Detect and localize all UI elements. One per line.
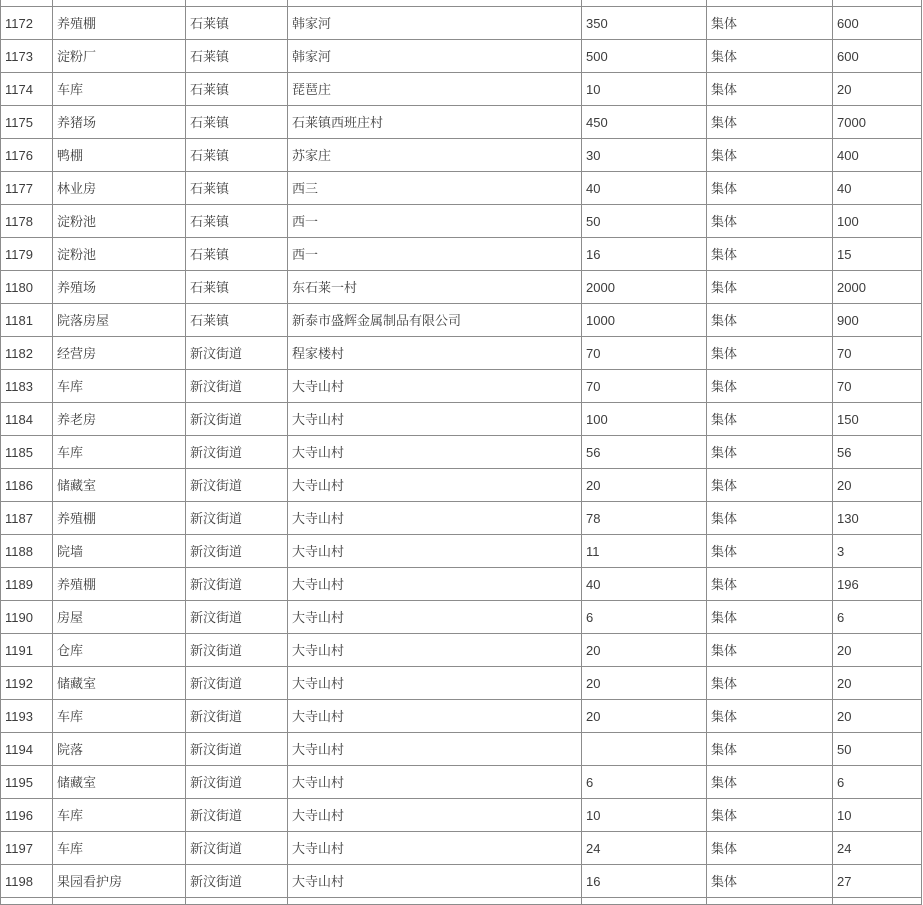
cell-second_value: 6 [833,601,922,634]
cell-area_value: 20 [582,700,707,733]
cell-village_or_unit: 大寺山村 [288,568,582,601]
table-row [1,601,922,634]
cell-area_value: 78 [582,502,707,535]
cell-row_number: 1178 [1,205,53,238]
cell-second_value: 100 [833,205,922,238]
cell-area_value: 50 [582,205,707,238]
cell-second_value: 20 [833,700,922,733]
cell-second_value: 7000 [833,106,922,139]
cell-second_value: 40 [833,172,922,205]
cell-row_number: 1191 [1,634,53,667]
cell-structure_type: 车库 [53,370,186,403]
cell-township: 新汶街道 [186,436,288,469]
cell-second_value: 150 [833,403,922,436]
cell-second_value: 56 [833,436,922,469]
cell-row_number: 1195 [1,766,53,799]
cell-second_value: 3 [833,535,922,568]
table-row [1,733,922,766]
cell-area_value: 70 [582,370,707,403]
cell-township: 新汶街道 [186,733,288,766]
cell-area_value: 10 [582,799,707,832]
cell-structure_type: 房屋 [53,601,186,634]
table-row [1,469,922,502]
cell-township: 新汶街道 [186,337,288,370]
cell-village_or_unit: 韩家河 [288,7,582,40]
cell-village_or_unit: 大寺山村 [288,436,582,469]
cell-village_or_unit: 大寺山村 [288,832,582,865]
table-row [1,403,922,436]
cell-second_value: 20 [833,634,922,667]
cell-village_or_unit: 大寺山村 [288,865,582,898]
cell-village_or_unit: 石莱镇西班庄村 [288,106,582,139]
cell-structure_type: 车库 [53,700,186,733]
cell-village_or_unit: 大寺山村 [288,535,582,568]
cell-row_number: 1192 [1,667,53,700]
cell-ownership: 集体 [707,469,833,502]
cell-row_number: 1182 [1,337,53,370]
table-row [1,865,922,898]
cell-structure_type: 储藏室 [53,469,186,502]
cell-area_value: 350 [582,7,707,40]
cell-row_number: 1190 [1,601,53,634]
table-row [1,304,922,337]
cell-row_number: 1183 [1,370,53,403]
cell-ownership: 集体 [707,172,833,205]
cell-second_value: 600 [833,40,922,73]
cell-area_value: 24 [582,832,707,865]
cell-row_number: 1194 [1,733,53,766]
cell-ownership: 集体 [707,601,833,634]
cell-ownership: 集体 [707,73,833,106]
cell-ownership: 集体 [707,799,833,832]
cell-area_value: 20 [582,667,707,700]
cell-structure_type: 果园看护房 [53,865,186,898]
cell-area_value [582,733,707,766]
cell-township: 新汶街道 [186,634,288,667]
cell-row_number: 1187 [1,502,53,535]
cell-structure_type: 林业房 [53,172,186,205]
cell-row_number: 1179 [1,238,53,271]
table-row [1,832,922,865]
cell-structure_type: 养殖场 [53,271,186,304]
cell-township: 新汶街道 [186,535,288,568]
table-row [1,40,922,73]
cell-second_value: 20 [833,469,922,502]
cell-structure_type: 淀粉厂 [53,40,186,73]
cell-ownership: 集体 [707,436,833,469]
cell-ownership: 集体 [707,337,833,370]
cell-ownership: 集体 [707,568,833,601]
cell-township: 石莱镇 [186,271,288,304]
cell-structure_type: 院落 [53,733,186,766]
cell-township: 新汶街道 [186,601,288,634]
table-row [1,370,922,403]
cell-township: 新汶街道 [186,799,288,832]
cell-row_number: 1177 [1,172,53,205]
cell-structure_type: 院落房屋 [53,304,186,337]
cell-township: 石莱镇 [186,40,288,73]
cell-area_value: 40 [582,172,707,205]
cell-row_number: 1174 [1,73,53,106]
cell-village_or_unit: 琵琶庄 [288,73,582,106]
cell-village_or_unit: 大寺山村 [288,733,582,766]
cell-structure_type: 院墙 [53,535,186,568]
cell-area_value: 450 [582,106,707,139]
cell-village_or_unit: 大寺山村 [288,403,582,436]
cell-area_value: 100 [582,403,707,436]
cell-structure_type: 车库 [53,799,186,832]
cell-ownership: 集体 [707,502,833,535]
cell-township: 新汶街道 [186,865,288,898]
cell-village_or_unit: 大寺山村 [288,469,582,502]
cell-ownership: 集体 [707,865,833,898]
cell-village_or_unit: 大寺山村 [288,766,582,799]
cell-area_value: 16 [582,238,707,271]
cell-structure_type: 仓库 [53,634,186,667]
cell-second_value: 15 [833,238,922,271]
cell-area_value: 56 [582,436,707,469]
cell-township: 石莱镇 [186,106,288,139]
table-row [1,271,922,304]
table-row [1,799,922,832]
table-row [1,535,922,568]
cell-second_value: 20 [833,73,922,106]
table-body [1,0,922,905]
cell-township: 石莱镇 [186,172,288,205]
cell-township: 石莱镇 [186,139,288,172]
cell-structure_type: 鸭棚 [53,139,186,172]
cell-row_number: 1188 [1,535,53,568]
table-row [1,73,922,106]
cell-structure_type: 淀粉池 [53,205,186,238]
cell-area_value: 40 [582,568,707,601]
cell-township: 新汶街道 [186,832,288,865]
cell-village_or_unit: 西一 [288,238,582,271]
table-row [1,766,922,799]
empty-cell [186,898,288,905]
cell-second_value: 400 [833,139,922,172]
cell-ownership: 集体 [707,667,833,700]
cell-area_value: 20 [582,469,707,502]
cell-ownership: 集体 [707,370,833,403]
cell-structure_type: 车库 [53,436,186,469]
cell-second_value: 600 [833,7,922,40]
cell-row_number: 1181 [1,304,53,337]
cell-area_value: 6 [582,766,707,799]
empty-cell [582,898,707,905]
cell-village_or_unit: 大寺山村 [288,700,582,733]
cell-township: 石莱镇 [186,73,288,106]
cell-village_or_unit: 新泰市盛辉金属制品有限公司 [288,304,582,337]
cell-ownership: 集体 [707,238,833,271]
cell-village_or_unit: 韩家河 [288,40,582,73]
cell-township: 新汶街道 [186,766,288,799]
cell-ownership: 集体 [707,535,833,568]
cell-ownership: 集体 [707,700,833,733]
empty-cell [53,898,186,905]
cell-structure_type: 经营房 [53,337,186,370]
cell-ownership: 集体 [707,40,833,73]
empty-cell [288,898,582,905]
cell-row_number: 1186 [1,469,53,502]
cell-structure_type: 养老房 [53,403,186,436]
cell-second_value: 10 [833,799,922,832]
cell-structure_type: 车库 [53,832,186,865]
cell-township: 新汶街道 [186,403,288,436]
table-row [1,568,922,601]
cell-township: 新汶街道 [186,568,288,601]
cell-ownership: 集体 [707,106,833,139]
cell-area_value: 10 [582,73,707,106]
cell-village_or_unit: 大寺山村 [288,634,582,667]
cell-row_number: 1198 [1,865,53,898]
cell-area_value: 70 [582,337,707,370]
cell-row_number: 1184 [1,403,53,436]
cell-structure_type: 养殖棚 [53,502,186,535]
table-row [1,337,922,370]
cell-second_value: 70 [833,337,922,370]
table-row [1,106,922,139]
cell-township: 石莱镇 [186,205,288,238]
cell-second_value: 24 [833,832,922,865]
empty-cell [1,898,53,905]
table-row [1,667,922,700]
table-row [1,139,922,172]
empty-cell [707,898,833,905]
cell-ownership: 集体 [707,7,833,40]
cell-ownership: 集体 [707,403,833,436]
cell-area_value: 20 [582,634,707,667]
cell-row_number: 1180 [1,271,53,304]
cell-structure_type: 养殖棚 [53,7,186,40]
cell-ownership: 集体 [707,205,833,238]
cell-village_or_unit: 程家楼村 [288,337,582,370]
cell-village_or_unit: 大寺山村 [288,370,582,403]
cell-structure_type: 储藏室 [53,766,186,799]
cell-second_value: 70 [833,370,922,403]
cell-village_or_unit: 苏家庄 [288,139,582,172]
cell-area_value: 1000 [582,304,707,337]
cell-second_value: 900 [833,304,922,337]
cell-second_value: 196 [833,568,922,601]
table-row [1,205,922,238]
empty-cell [833,898,922,905]
cell-village_or_unit: 西三 [288,172,582,205]
cell-row_number: 1176 [1,139,53,172]
cell-ownership: 集体 [707,733,833,766]
cell-second_value: 50 [833,733,922,766]
cell-row_number: 1175 [1,106,53,139]
cell-row_number: 1189 [1,568,53,601]
table-row [1,238,922,271]
cell-area_value: 500 [582,40,707,73]
cell-structure_type: 淀粉池 [53,238,186,271]
cell-ownership: 集体 [707,271,833,304]
cell-township: 石莱镇 [186,7,288,40]
partial-row-bottom [1,898,922,905]
cell-area_value: 2000 [582,271,707,304]
table-row [1,700,922,733]
cell-ownership: 集体 [707,766,833,799]
cell-village_or_unit: 西一 [288,205,582,238]
cell-township: 新汶街道 [186,667,288,700]
cell-row_number: 1173 [1,40,53,73]
cell-area_value: 11 [582,535,707,568]
table-row [1,7,922,40]
cell-structure_type: 车库 [53,73,186,106]
table-row [1,502,922,535]
cell-township: 石莱镇 [186,238,288,271]
cell-township: 新汶街道 [186,370,288,403]
cell-township: 新汶街道 [186,502,288,535]
cell-second_value: 6 [833,766,922,799]
cell-row_number: 1196 [1,799,53,832]
cell-ownership: 集体 [707,832,833,865]
cell-village_or_unit: 大寺山村 [288,601,582,634]
cell-village_or_unit: 大寺山村 [288,799,582,832]
cell-area_value: 16 [582,865,707,898]
cell-row_number: 1193 [1,700,53,733]
cell-structure_type: 养猪场 [53,106,186,139]
cell-township: 石莱镇 [186,304,288,337]
cell-ownership: 集体 [707,304,833,337]
cell-structure_type: 储藏室 [53,667,186,700]
cell-ownership: 集体 [707,634,833,667]
cell-village_or_unit: 大寺山村 [288,667,582,700]
cell-area_value: 30 [582,139,707,172]
table-row [1,436,922,469]
cell-area_value: 6 [582,601,707,634]
cell-second_value: 130 [833,502,922,535]
cell-second_value: 27 [833,865,922,898]
cell-row_number: 1197 [1,832,53,865]
cell-township: 新汶街道 [186,700,288,733]
cell-row_number: 1185 [1,436,53,469]
table-row [1,172,922,205]
cell-second_value: 2000 [833,271,922,304]
cell-second_value: 20 [833,667,922,700]
cell-village_or_unit: 大寺山村 [288,502,582,535]
cell-structure_type: 养殖棚 [53,568,186,601]
cell-village_or_unit: 东石莱一村 [288,271,582,304]
cell-row_number: 1172 [1,7,53,40]
table-row [1,634,922,667]
cell-ownership: 集体 [707,139,833,172]
cell-township: 新汶街道 [186,469,288,502]
